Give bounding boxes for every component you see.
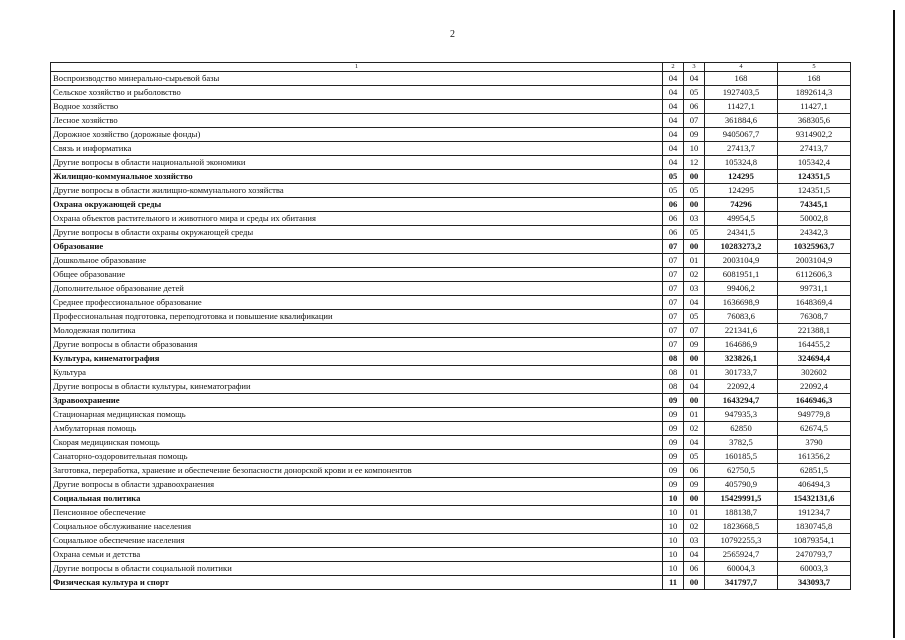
amount-cell-col4: 301733,7 (705, 366, 778, 380)
row-name-cell: Здравоохранение (51, 394, 663, 408)
subsection-code-cell: 10 (684, 142, 705, 156)
column-number-header-row (51, 63, 851, 72)
amount-cell-col4: 60004,3 (705, 562, 778, 576)
amount-cell-col5: 3790 (778, 436, 851, 450)
amount-cell-col5: 124351,5 (778, 170, 851, 184)
row-name-cell: Стационарная медицинская помощь (51, 408, 663, 422)
section-code-cell: 05 (663, 170, 684, 184)
amount-cell-col4: 11427,1 (705, 100, 778, 114)
table-row (51, 72, 851, 86)
page-number: 2 (450, 29, 455, 40)
section-code-cell: 06 (663, 198, 684, 212)
amount-cell-col4: 15429991,5 (705, 492, 778, 506)
section-code-cell: 09 (663, 464, 684, 478)
table-row (51, 520, 851, 534)
table-row (51, 86, 851, 100)
amount-cell-col4: 10792255,3 (705, 534, 778, 548)
section-code-cell: 09 (663, 478, 684, 492)
row-name-cell: Социальное обеспечение населения (51, 534, 663, 548)
row-name-cell: Жилищно-коммунальное хозяйство (51, 170, 663, 184)
table-row (51, 212, 851, 226)
table-row (51, 282, 851, 296)
row-name-cell: Скорая медицинская помощь (51, 436, 663, 450)
amount-cell-col4: 24341,5 (705, 226, 778, 240)
subsection-code-cell: 12 (684, 156, 705, 170)
section-code-cell: 07 (663, 240, 684, 254)
section-code-cell: 04 (663, 128, 684, 142)
row-name-cell: Дорожное хозяйство (дорожные фонды) (51, 128, 663, 142)
section-code-cell: 09 (663, 408, 684, 422)
row-name-cell: Культура, кинематография (51, 352, 663, 366)
table-row (51, 128, 851, 142)
column-number-1: 1 (51, 63, 663, 72)
amount-cell-col4: 6081951,1 (705, 268, 778, 282)
table-row (51, 408, 851, 422)
amount-cell-col5: 6112606,3 (778, 268, 851, 282)
subsection-code-cell: 00 (684, 170, 705, 184)
section-code-cell: 06 (663, 226, 684, 240)
section-code-cell: 04 (663, 86, 684, 100)
subsection-code-cell: 06 (684, 100, 705, 114)
amount-cell-col5: 60003,3 (778, 562, 851, 576)
table-row (51, 506, 851, 520)
amount-cell-col5: 1830745,8 (778, 520, 851, 534)
row-name-cell: Связь и информатика (51, 142, 663, 156)
table-row (51, 310, 851, 324)
subsection-code-cell: 04 (684, 296, 705, 310)
subsection-code-cell: 01 (684, 506, 705, 520)
section-code-cell: 05 (663, 184, 684, 198)
amount-cell-col4: 76083,6 (705, 310, 778, 324)
table-row (51, 436, 851, 450)
section-code-cell: 10 (663, 534, 684, 548)
section-code-cell: 11 (663, 576, 684, 590)
amount-cell-col5: 50002,8 (778, 212, 851, 226)
section-code-cell: 09 (663, 450, 684, 464)
table-row (51, 254, 851, 268)
row-name-cell: Другие вопросы в области культуры, кинематографии (51, 380, 663, 394)
row-name-cell: Физическая культура и спорт (51, 576, 663, 590)
amount-cell-col5: 10325963,7 (778, 240, 851, 254)
subsection-code-cell: 05 (684, 86, 705, 100)
amount-cell-col4: 62750,5 (705, 464, 778, 478)
amount-cell-col5: 105342,4 (778, 156, 851, 170)
table-row (51, 422, 851, 436)
amount-cell-col5: 324694,4 (778, 352, 851, 366)
subsection-code-cell: 00 (684, 240, 705, 254)
table-row (51, 492, 851, 506)
amount-cell-col5: 76308,7 (778, 310, 851, 324)
row-name-cell: Лесное хозяйство (51, 114, 663, 128)
section-code-cell: 08 (663, 380, 684, 394)
subsection-code-cell: 04 (684, 436, 705, 450)
table-row (51, 576, 851, 590)
amount-cell-col5: 164455,2 (778, 338, 851, 352)
row-name-cell: Водное хозяйство (51, 100, 663, 114)
amount-cell-col4: 62850 (705, 422, 778, 436)
amount-cell-col5: 9314902,2 (778, 128, 851, 142)
table-row (51, 198, 851, 212)
section-code-cell: 07 (663, 254, 684, 268)
subsection-code-cell: 09 (684, 478, 705, 492)
section-code-cell: 09 (663, 422, 684, 436)
subsection-code-cell: 05 (684, 226, 705, 240)
amount-cell-col4: 124295 (705, 170, 778, 184)
subsection-code-cell: 00 (684, 394, 705, 408)
section-code-cell: 07 (663, 324, 684, 338)
amount-cell-col5: 2003104,9 (778, 254, 851, 268)
table-row (51, 184, 851, 198)
amount-cell-col5: 11427,1 (778, 100, 851, 114)
row-name-cell: Санаторно-оздоровительная помощь (51, 450, 663, 464)
subsection-code-cell: 02 (684, 268, 705, 282)
row-name-cell: Культура (51, 366, 663, 380)
subsection-code-cell: 00 (684, 352, 705, 366)
amount-cell-col5: 221388,1 (778, 324, 851, 338)
amount-cell-col4: 2565924,7 (705, 548, 778, 562)
row-name-cell: Образование (51, 240, 663, 254)
amount-cell-col5: 74345,1 (778, 198, 851, 212)
subsection-code-cell: 04 (684, 548, 705, 562)
row-name-cell: Другие вопросы в области охраны окружающей среды (51, 226, 663, 240)
amount-cell-col5: 161356,2 (778, 450, 851, 464)
subsection-code-cell: 00 (684, 492, 705, 506)
subsection-code-cell: 09 (684, 128, 705, 142)
section-code-cell: 07 (663, 310, 684, 324)
amount-cell-col4: 160185,5 (705, 450, 778, 464)
row-name-cell: Воспроизводство минерально-сырьевой базы (51, 72, 663, 86)
subsection-code-cell: 07 (684, 324, 705, 338)
amount-cell-col5: 168 (778, 72, 851, 86)
amount-cell-col4: 323826,1 (705, 352, 778, 366)
amount-cell-col4: 2003104,9 (705, 254, 778, 268)
amount-cell-col5: 10879354,1 (778, 534, 851, 548)
row-name-cell: Молодежная политика (51, 324, 663, 338)
section-code-cell: 09 (663, 436, 684, 450)
section-code-cell: 04 (663, 142, 684, 156)
section-code-cell: 06 (663, 212, 684, 226)
section-code-cell: 10 (663, 492, 684, 506)
amount-cell-col5: 27413,7 (778, 142, 851, 156)
table-row (51, 296, 851, 310)
table-row (51, 268, 851, 282)
amount-cell-col5: 22092,4 (778, 380, 851, 394)
row-name-cell: Заготовка, переработка, хранение и обеспечение безопасности донорской крови и ее компонентов (51, 464, 663, 478)
row-name-cell: Среднее профессиональное образование (51, 296, 663, 310)
amount-cell-col4: 405790,9 (705, 478, 778, 492)
table-row (51, 226, 851, 240)
row-name-cell: Охрана объектов растительного и животного мира и среды их обитания (51, 212, 663, 226)
section-code-cell: 07 (663, 296, 684, 310)
amount-cell-col4: 105324,8 (705, 156, 778, 170)
section-code-cell: 04 (663, 156, 684, 170)
row-name-cell: Социальное обслуживание населения (51, 520, 663, 534)
subsection-code-cell: 01 (684, 408, 705, 422)
subsection-code-cell: 06 (684, 562, 705, 576)
table-row (51, 142, 851, 156)
row-name-cell: Профессиональная подготовка, переподготовка и повышение квалификации (51, 310, 663, 324)
column-number-5: 5 (778, 63, 851, 72)
amount-cell-col4: 74296 (705, 198, 778, 212)
table-row (51, 114, 851, 128)
page-edge-rule (893, 10, 895, 638)
amount-cell-col5: 949779,8 (778, 408, 851, 422)
section-code-cell: 09 (663, 394, 684, 408)
amount-cell-col5: 99731,1 (778, 282, 851, 296)
amount-cell-col5: 62674,5 (778, 422, 851, 436)
table-row (51, 450, 851, 464)
row-name-cell: Охрана семьи и детства (51, 548, 663, 562)
amount-cell-col4: 164686,9 (705, 338, 778, 352)
subsection-code-cell: 09 (684, 338, 705, 352)
subsection-code-cell: 02 (684, 520, 705, 534)
amount-cell-col4: 3782,5 (705, 436, 778, 450)
amount-cell-col5: 124351,5 (778, 184, 851, 198)
amount-cell-col4: 49954,5 (705, 212, 778, 226)
table-row (51, 562, 851, 576)
table-row (51, 338, 851, 352)
column-number-2: 2 (663, 63, 684, 72)
table-row (51, 100, 851, 114)
amount-cell-col4: 221341,6 (705, 324, 778, 338)
amount-cell-col5: 302602 (778, 366, 851, 380)
table-row (51, 478, 851, 492)
amount-cell-col4: 361884,6 (705, 114, 778, 128)
amount-cell-col4: 10283273,2 (705, 240, 778, 254)
row-name-cell: Другие вопросы в области жилищно-коммунального хозяйства (51, 184, 663, 198)
row-name-cell: Другие вопросы в области образования (51, 338, 663, 352)
row-name-cell: Пенсионное обеспечение (51, 506, 663, 520)
amount-cell-col4: 1823668,5 (705, 520, 778, 534)
section-code-cell: 10 (663, 548, 684, 562)
amount-cell-col5: 343093,7 (778, 576, 851, 590)
amount-cell-col5: 191234,7 (778, 506, 851, 520)
table-row (51, 366, 851, 380)
table-row (51, 156, 851, 170)
column-number-4: 4 (705, 63, 778, 72)
amount-cell-col4: 188138,7 (705, 506, 778, 520)
subsection-code-cell: 05 (684, 184, 705, 198)
row-name-cell: Другие вопросы в области социальной политики (51, 562, 663, 576)
amount-cell-col5: 15432131,6 (778, 492, 851, 506)
table-row (51, 380, 851, 394)
amount-cell-col4: 22092,4 (705, 380, 778, 394)
table-row (51, 324, 851, 338)
amount-cell-col5: 62851,5 (778, 464, 851, 478)
table-row (51, 352, 851, 366)
amount-cell-col5: 406494,3 (778, 478, 851, 492)
subsection-code-cell: 03 (684, 212, 705, 226)
subsection-code-cell: 01 (684, 366, 705, 380)
subsection-code-cell: 03 (684, 534, 705, 548)
row-name-cell: Социальная политика (51, 492, 663, 506)
subsection-code-cell: 00 (684, 198, 705, 212)
amount-cell-col4: 1636698,9 (705, 296, 778, 310)
subsection-code-cell: 02 (684, 422, 705, 436)
amount-cell-col4: 9405067,7 (705, 128, 778, 142)
section-code-cell: 08 (663, 352, 684, 366)
amount-cell-col5: 1646946,3 (778, 394, 851, 408)
amount-cell-col5: 2470793,7 (778, 548, 851, 562)
subsection-code-cell: 05 (684, 310, 705, 324)
subsection-code-cell: 07 (684, 114, 705, 128)
amount-cell-col4: 341797,7 (705, 576, 778, 590)
amount-cell-col4: 947935,3 (705, 408, 778, 422)
amount-cell-col4: 27413,7 (705, 142, 778, 156)
section-code-cell: 04 (663, 100, 684, 114)
row-name-cell: Амбулаторная помощь (51, 422, 663, 436)
table-row (51, 464, 851, 478)
amount-cell-col4: 168 (705, 72, 778, 86)
subsection-code-cell: 04 (684, 380, 705, 394)
amount-cell-col5: 1648369,4 (778, 296, 851, 310)
section-code-cell: 07 (663, 338, 684, 352)
amount-cell-col4: 99406,2 (705, 282, 778, 296)
amount-cell-col4: 1927403,5 (705, 86, 778, 100)
row-name-cell: Другие вопросы в области здравоохранения (51, 478, 663, 492)
section-code-cell: 10 (663, 520, 684, 534)
row-name-cell: Охрана окружающей среды (51, 198, 663, 212)
subsection-code-cell: 01 (684, 254, 705, 268)
subsection-code-cell: 04 (684, 72, 705, 86)
section-code-cell: 08 (663, 366, 684, 380)
subsection-code-cell: 06 (684, 464, 705, 478)
table-row (51, 394, 851, 408)
subsection-code-cell: 05 (684, 450, 705, 464)
row-name-cell: Другие вопросы в области национальной экономики (51, 156, 663, 170)
row-name-cell: Дошкольное образование (51, 254, 663, 268)
amount-cell-col5: 1892614,3 (778, 86, 851, 100)
section-code-cell: 07 (663, 282, 684, 296)
row-name-cell: Дополнительное образование детей (51, 282, 663, 296)
row-name-cell: Общее образование (51, 268, 663, 282)
subsection-code-cell: 00 (684, 576, 705, 590)
column-number-3: 3 (684, 63, 705, 72)
table-row (51, 534, 851, 548)
amount-cell-col4: 124295 (705, 184, 778, 198)
budget-table (50, 62, 851, 590)
amount-cell-col5: 368305,6 (778, 114, 851, 128)
row-name-cell: Сельское хозяйство и рыболовство (51, 86, 663, 100)
section-code-cell: 07 (663, 268, 684, 282)
section-code-cell: 10 (663, 506, 684, 520)
section-code-cell: 04 (663, 72, 684, 86)
amount-cell-col5: 24342,3 (778, 226, 851, 240)
section-code-cell: 10 (663, 562, 684, 576)
amount-cell-col4: 1643294,7 (705, 394, 778, 408)
table-row (51, 170, 851, 184)
section-code-cell: 04 (663, 114, 684, 128)
table-row (51, 240, 851, 254)
subsection-code-cell: 03 (684, 282, 705, 296)
table-row (51, 548, 851, 562)
